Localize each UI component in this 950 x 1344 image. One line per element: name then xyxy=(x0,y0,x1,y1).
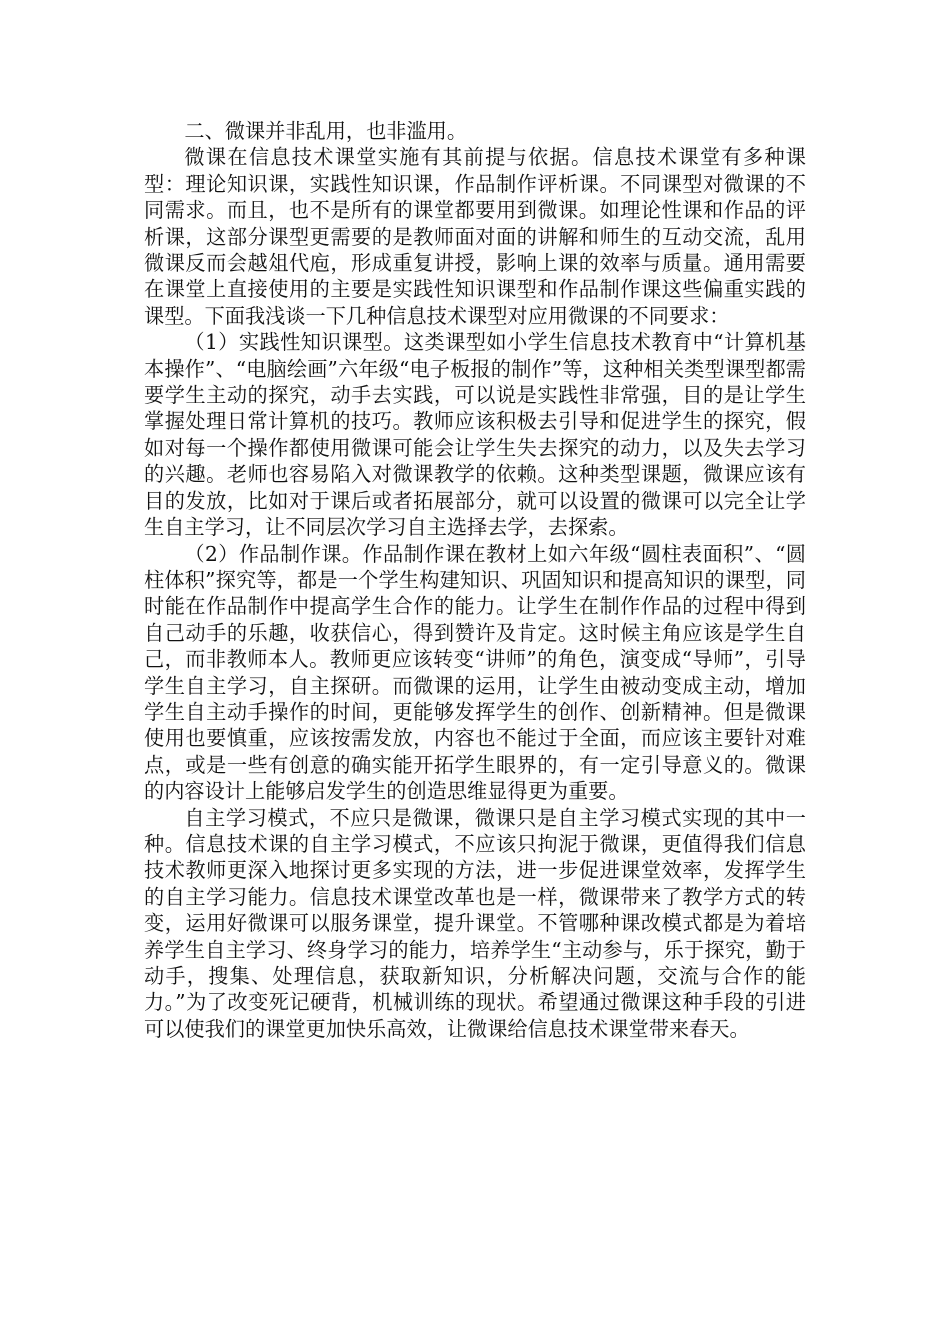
paragraph: （1）实践性知识课型。这类课型如小学生信息技术教育中“计算机基本操作”、“电脑绘画”六年级“电子板报的制作”等，这种相关类型课型都需要学生主动的探究，动手去实践，可以说是实践性非常强，目的是让学生掌握处理日常计算机的技巧。教师应该积极去引导和促进学生的探究，假如对每一个操作都使用微课可能会让学生失去探究的动力，以及失去学习的兴趣。老师也容易陷入对微课教学的依赖。这种类型课题，微课应该有目的发放，比如对于课后或者拓展部分，就可以设置的微课可以完全让学生自主学习，让不同层次学习自主选择去学，去探索。 xyxy=(144,330,806,540)
paragraph: 微课在信息技术课堂实施有其前提与依据。信息技术课堂有多种课型：理论知识课，实践性知识课，作品制作评析课。不同课型对微课的不同需求。而且，也不是所有的课堂都要用到微课。如理论性课和作品的评析课，这部分课型更需要的是教师面对面的讲解和师生的互动交流，乱用微课反而会越俎代庖，形成重复讲授，影响上课的效率与质量。通用需要在课堂上直接使用的主要是实践性知识课型和作品制作课这些偏重实践的课型。下面我浅谈一下几种信息技术课型对应用微课的不同要求： xyxy=(144,145,806,328)
paragraph: 自主学习模式，不应只是微课，微课只是自主学习模式实现的其中一种。信息技术课的自主学习模式，不应该只拘泥于微课，更值得我们信息技术教师更深入地探讨更多实现的方法，进一步促进课堂效率，发挥学生的自主学习能力。信息技术课堂改革也是一样，微课带来了教学方式的转变，运用好微课可以服务课堂，提升课堂。不管哪种课改模式都是为着培养学生自主学习、终身学习的能力，培养学生“主动参与，乐于探究，勤于动手，搜集、处理信息，获取新知识，分析解决问题，交流与合作的能力。”为了改变死记硬背，机械训练的现状。希望通过微课这种手段的引进可以使我们的课堂更加快乐高效，让微课给信息技术课堂带来春天。 xyxy=(144,805,806,1041)
paragraph: （2）作品制作课。作品制作课在教材上如六年级“圆柱表面积”、“圆柱体积”探究等，都是一个学生构建知识、巩固知识和提高知识的课型，同时能在作品制作中提高学生合作的能力。让学生在制作作品的过程中得到自己动手的乐趣，收获信心，得到赞许及肯定。这时候主角应该是学生自己，而非教师本人。教师更应该转变“讲师”的角色，演变成“导师”，引导学生自主学习，自主探研。而微课的运用，让学生由被动变成主动，增加学生自主动手操作的时间，更能够发挥学生的创作、创新精神。但是微课使用也要慎重，应该按需发放，内容也不能过于全面，而应该主要针对难点，或是一些有创意的确实能开拓学生眼界的，有一定引导意义的。微课的内容设计上能够启发学生的创造思维显得更为重要。 xyxy=(144,541,806,804)
section-heading: 二、微课并非乱用，也非滥用。 xyxy=(184,119,468,143)
document-body xyxy=(144,118,806,1042)
